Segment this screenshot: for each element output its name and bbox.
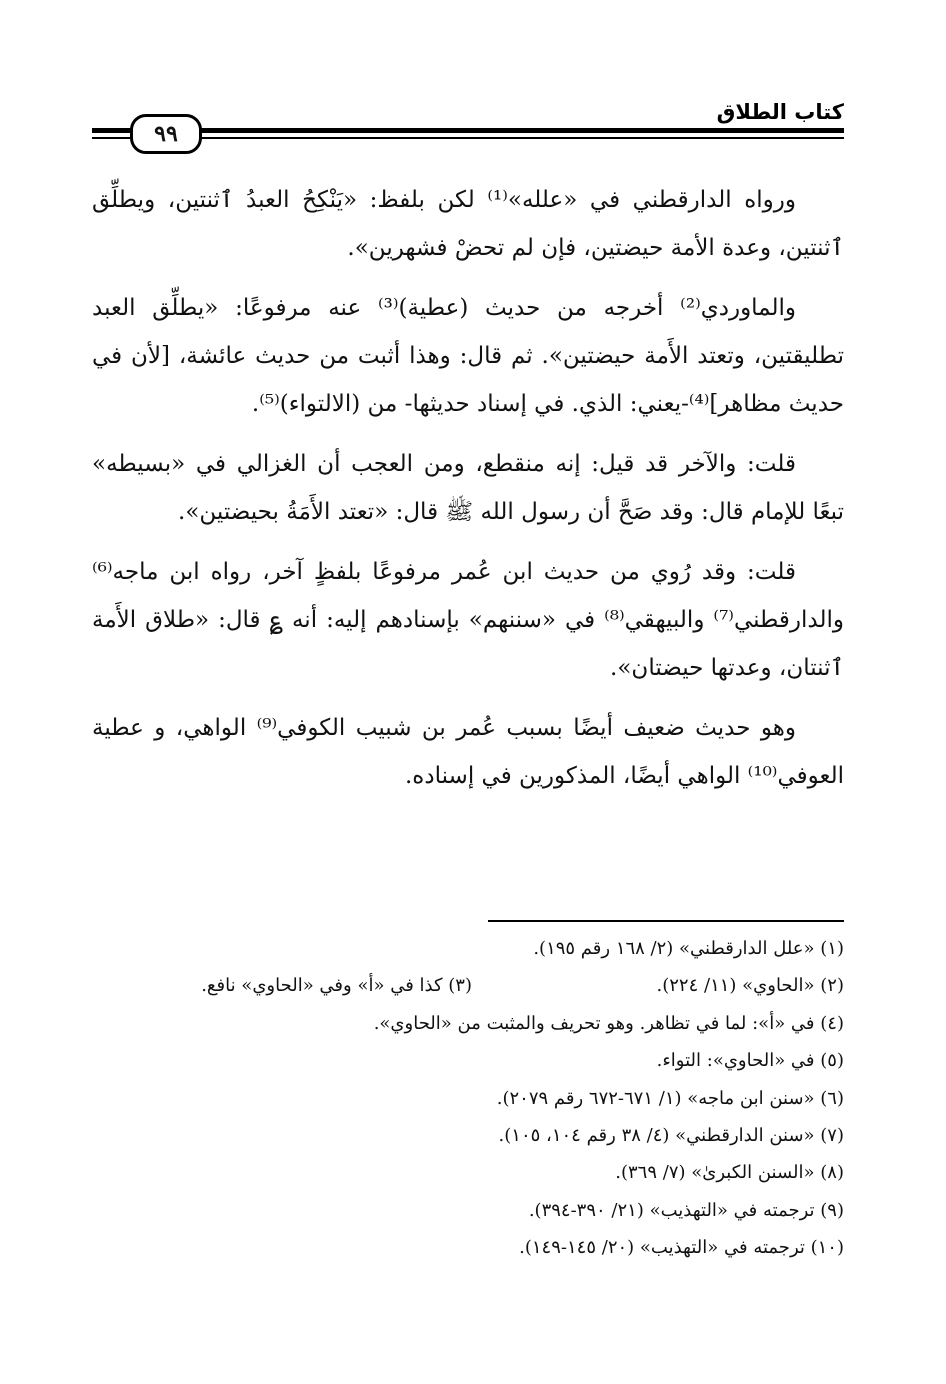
footnote-7: (٧) «سنن الدارقطني» (٤/ ٣٨ رقم ١٠٤، ١٠٥). xyxy=(498,1125,844,1147)
header-rule-left-thick xyxy=(92,128,132,133)
header-rule-thin xyxy=(192,137,844,139)
paragraph: ورواه الدارقطني في «علله»⁽¹⁾ لكن بلفظ: «يَنْكِحُ العبدُ ٱثنتين، ويطلِّق ٱثنتين، وعدة الأمة حيضتين، فإن لم تحضْ فشهرين». xyxy=(92,187,844,261)
footnote-2: (٢) «الحاوي» (١١/ ٢٢٤). xyxy=(656,975,844,997)
page-number: ٩٩ xyxy=(130,114,202,154)
page-header xyxy=(92,100,844,150)
paragraph: قلت: وقد رُوي من حديث ابن عُمر مرفوعًا بلفظٍ آخر، رواه ابن ماجه⁽⁶⁾ والدارقطني⁽⁷⁾ والبيهقي⁽⁸⁾ في «سننهم» بإسنادهم إليه: أنه ؏ قال: «طلاق الأَمة ٱثنتان، وعدتها حيضتان». xyxy=(92,559,844,681)
footnote-10: (١٠) ترجمته في «التهذيب» (٢٠/ ١٤٥-١٤٩). xyxy=(519,1237,844,1259)
paragraph: وهو حديث ضعيف أيضًا بسبب عُمر بن شبيب الكوفي⁽⁹⁾ الواهي، و عطية العوفي⁽¹⁰⁾ الواهي أيضًا، المذكورين في إسناده. xyxy=(92,715,844,789)
chapter-title: كتاب الطلاق xyxy=(716,100,844,124)
footnotes xyxy=(92,930,844,1267)
footnote-separator xyxy=(488,920,844,922)
header-rule-thick xyxy=(192,128,844,133)
main-text xyxy=(92,176,844,800)
footnote-4: (٤) في «أ»: لما في تظاهر. وهو تحريف والمثبت من «الحاوي». xyxy=(373,1012,844,1034)
footnote-3: (٣) كذا في «أ» وفي «الحاوي» نافع. xyxy=(201,975,472,997)
header-rule-left-thin xyxy=(92,137,132,139)
footnote-8: (٨) «السنن الكبرىٰ» (٧/ ٣٦٩). xyxy=(615,1162,844,1184)
footnote-1: (١) «علل الدارقطني» (٢/ ١٦٨ رقم ١٩٥). xyxy=(533,938,844,959)
footnote-6: (٦) «سنن ابن ماجه» (١/ ٦٧١-٦٧٢ رقم ٢٠٧٩). xyxy=(496,1087,844,1109)
paragraph: والماوردي⁽²⁾ أخرجه من حديث (عطية)⁽³⁾ عنه مرفوعًا: «يطلِّق العبد تطليقتين، وتعتد الأَمة حيضتين». ثم قال: وهذا أثبت من حديث عائشة، [لأن في حديث مظاهر]⁽⁴⁾-يعني: الذي. في إسناد حديثها- من (الالتواء)⁽⁵⁾. xyxy=(92,295,844,417)
footnote-5: (٥) في «الحاوي»: التواء. xyxy=(656,1050,844,1072)
paragraph: قلت: والآخر قد قيل: إنه منقطع، ومن العجب أن الغزالي في «بسيطه» تبعًا للإمام قال: وقد صَحَّ أن رسول الله ﷺ قال: «تعتد الأَمَةُ بحيضتين». xyxy=(92,451,844,525)
footnote-9: (٩) ترجمته في «التهذيب» (٢١/ ٣٩٠-٣٩٤). xyxy=(528,1199,844,1221)
footnote-row-2-3 xyxy=(92,967,844,1004)
